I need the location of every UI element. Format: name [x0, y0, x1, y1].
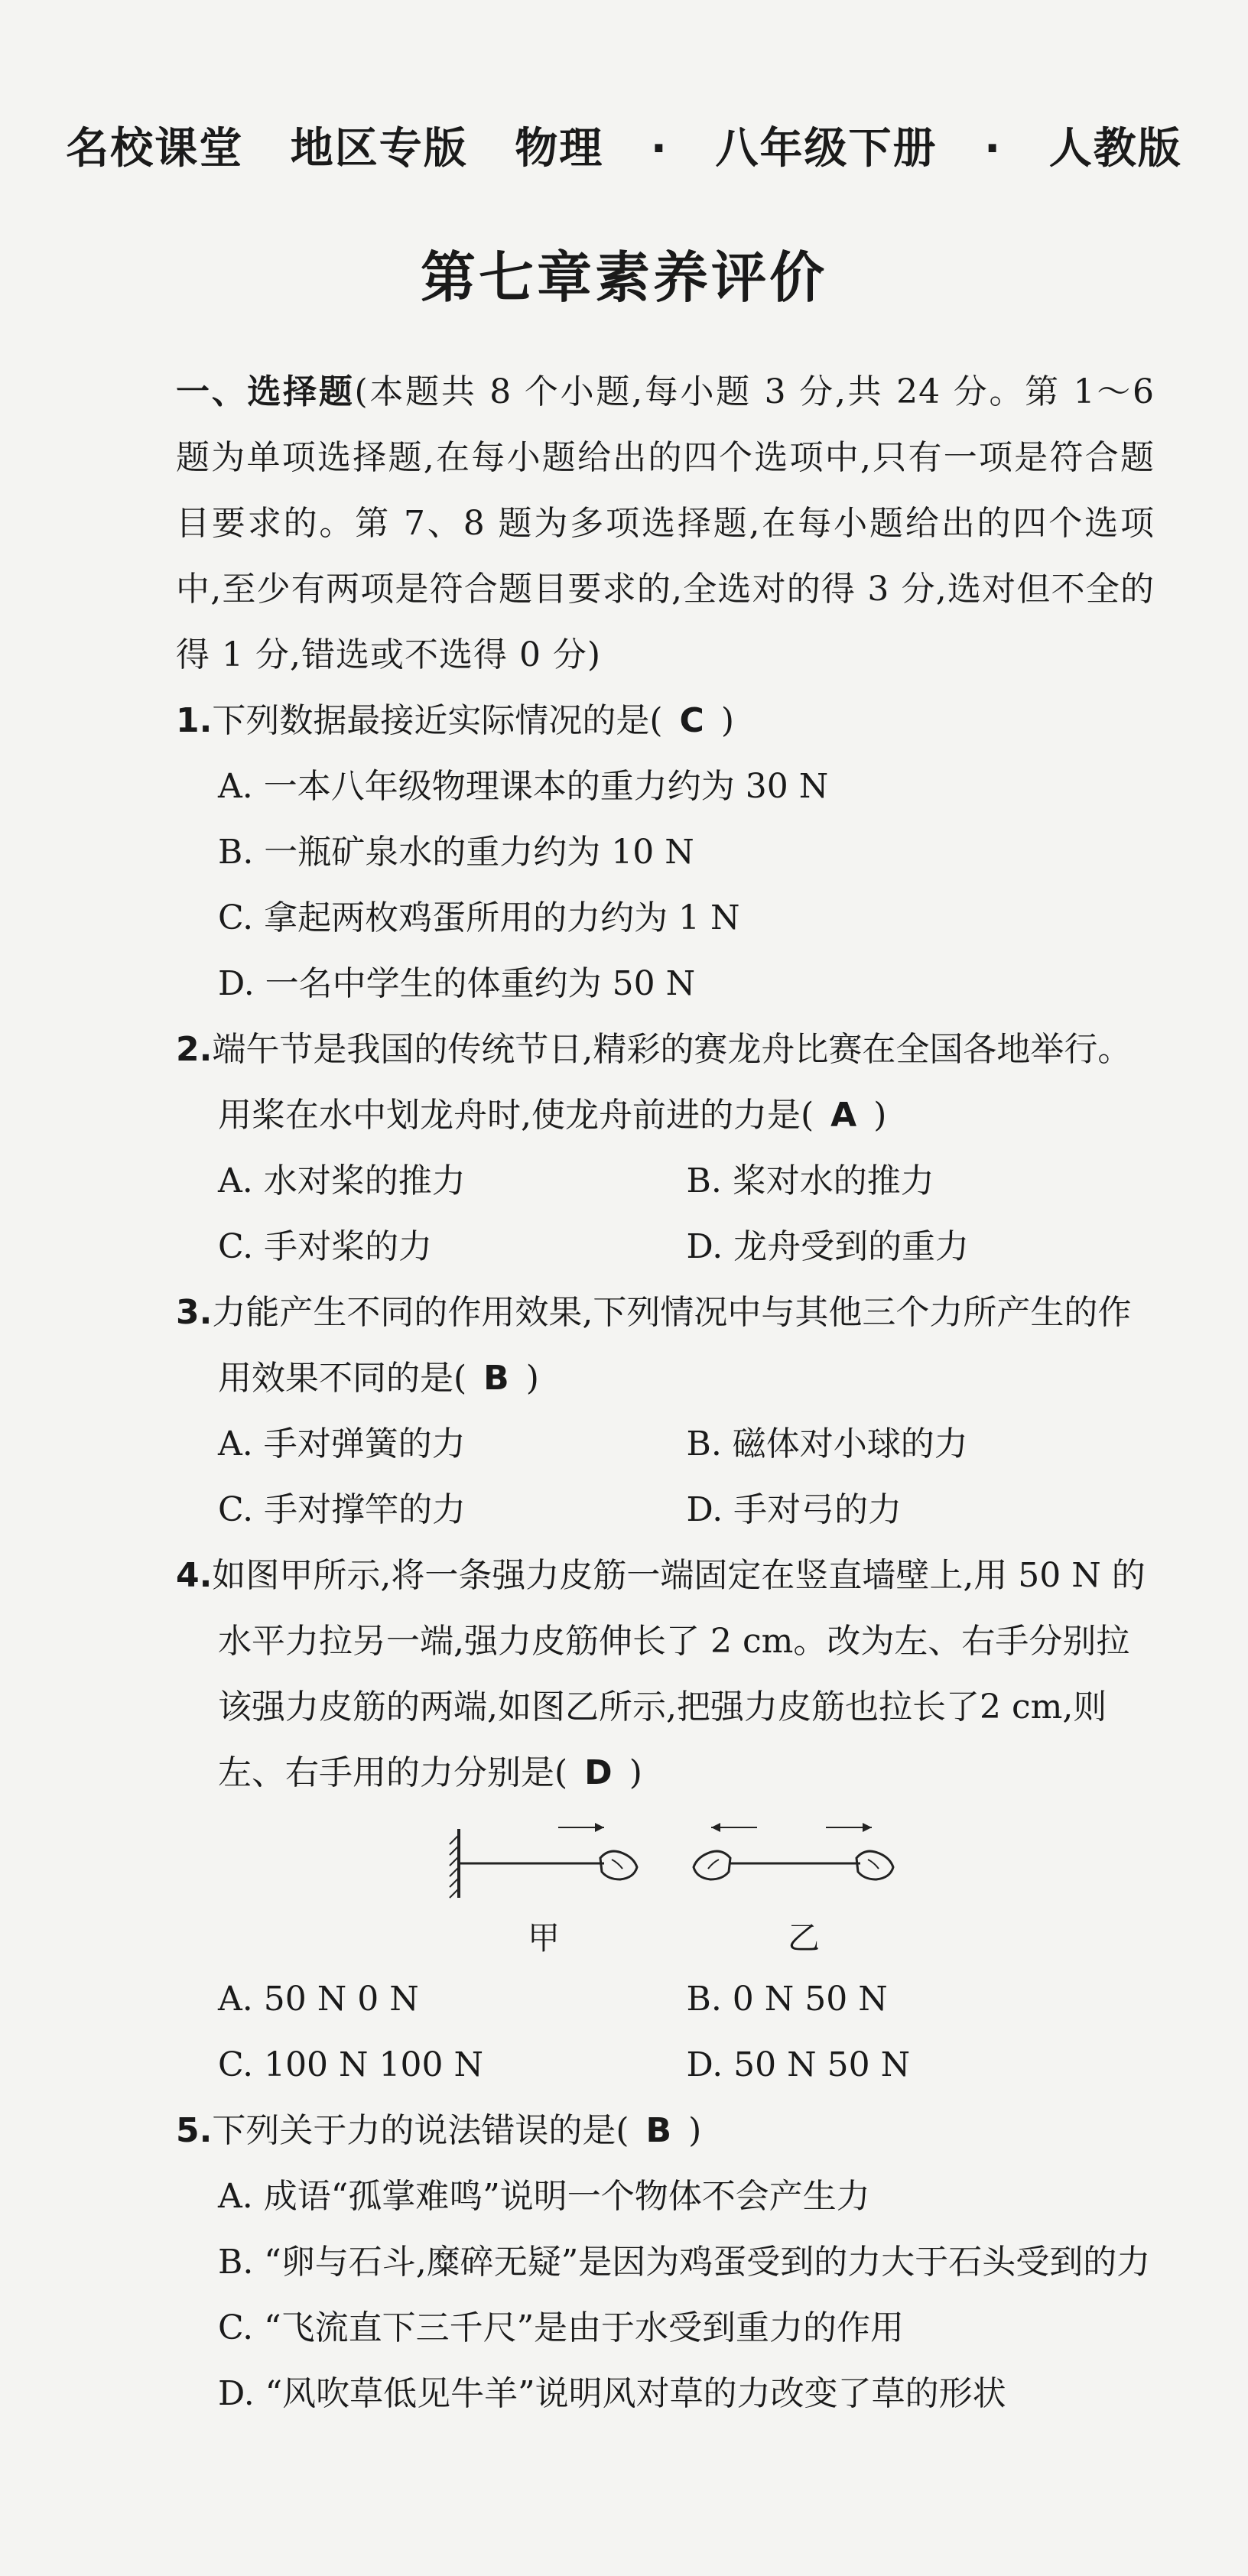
option-b: B. 桨对水的推力 — [686, 1161, 934, 1200]
section-instructions: (本题共 8 个小题,每小题 3 分,共 24 分。第 1～6 题为单项选择题,在每小题给出的四个选项中,只有一项是符合题目要求的。第 7、8 题为多项选择题,在每小题给出的四个选项中,至少有两项是符合题目要求的,全选对的得 3 分,选对但不全的得 1 分,错选或不选得 0 分) — [176, 372, 1155, 674]
option-b: B. “卵与石斗,糜碎无疑”是因为鸡蛋受到的力大于石头受到的力 — [218, 2243, 1151, 2282]
option-d: D. 50 N 50 N — [686, 2045, 911, 2084]
option-d: D. 手对弓的力 — [686, 1490, 902, 1529]
arrow-right-icon — [826, 1823, 872, 1832]
question-4 — [176, 1543, 1155, 2098]
hand-icon — [694, 1851, 730, 1879]
option-c: C. “飞流直下三千尺”是由于水受到重力的作用 — [218, 2308, 905, 2347]
question-stem — [176, 2098, 1155, 2164]
option-b: B. 一瓶矿泉水的重力约为 10 N — [218, 833, 694, 872]
arrow-right-icon — [558, 1823, 604, 1832]
question-text: 如图甲所示,将一条强力皮筋一端固定在竖直墙壁上,用 50 N 的水平力拉另一端,强力皮筋伸长了 2 cm。改为左、右手分别拉该强力皮筋的两端,如图乙所示,把强力皮筋也拉长了2 cm,则左、右手用的力分别是( — [212, 1556, 1146, 1792]
answer-mark: C — [679, 701, 704, 740]
question-text: 下列数据最接近实际情况的是( — [212, 701, 663, 740]
answer-mark: B — [483, 1359, 509, 1398]
option-c: C. 拿起两枚鸡蛋所用的力约为 1 N — [218, 898, 740, 937]
question-number: 1. — [176, 701, 213, 740]
option-b: B. 0 N 50 N — [686, 1980, 888, 2019]
options — [176, 1967, 1155, 2098]
option-row — [218, 1148, 1155, 1214]
page-title: 第七章素养评价 — [420, 245, 827, 310]
options — [176, 1411, 1155, 1543]
figure-label-jia: 甲 — [528, 1919, 561, 1957]
question-close: ) — [720, 701, 734, 740]
option-row — [218, 1967, 1155, 2032]
question-stem — [176, 1280, 1155, 1411]
question-text: 端午节是我国的传统节日,精彩的赛龙舟比赛在全国各地举行。用桨在水中划龙舟时,使龙舟前进的力是( — [212, 1030, 1132, 1135]
book-header: 名校课堂 地区专版 物理 · 八年级下册 · 人教版 — [66, 124, 1182, 174]
answer-mark: D — [584, 1753, 613, 1792]
question-number: 5. — [176, 2111, 213, 2150]
rubber-band-figure — [176, 1814, 1155, 1967]
options — [176, 1148, 1155, 1280]
options — [176, 754, 1155, 1017]
option-d: D. 龙舟受到的重力 — [686, 1227, 970, 1266]
answer-mark: A — [830, 1096, 857, 1135]
question-1 — [176, 688, 1155, 1017]
hand-icon — [856, 1851, 893, 1879]
option-c: C. 手对撑竿的力 — [218, 1490, 466, 1529]
option-c: C. 手对桨的力 — [218, 1227, 433, 1266]
question-3 — [176, 1280, 1155, 1543]
question-stem — [176, 1017, 1155, 1148]
option-a: A. 手对弹簧的力 — [218, 1424, 466, 1463]
option-a: A. 50 N 0 N — [218, 1980, 419, 2019]
hand-icon — [600, 1851, 637, 1879]
option-c: C. 100 N 100 N — [218, 2045, 483, 2084]
question-5 — [176, 2098, 1155, 2427]
figure-label-yi: 乙 — [788, 1919, 821, 1957]
option-d: D. 一名中学生的体重约为 50 N — [218, 964, 696, 1003]
question-close: ) — [873, 1096, 887, 1135]
answer-mark: B — [645, 2111, 672, 2150]
question-number: 3. — [176, 1293, 213, 1332]
option-row — [218, 1477, 1155, 1543]
question-text: 力能产生不同的作用效果,下列情况中与其他三个力所产生的作用效果不同的是( — [212, 1293, 1132, 1398]
question-stem — [176, 1543, 1155, 1806]
option-row — [218, 2032, 1155, 2098]
option-a: A. 成语“孤掌难鸣”说明一个物体不会产生力 — [218, 2177, 870, 2216]
section-intro — [176, 359, 1155, 688]
option-a: A. 一本八年级物理课本的重力约为 30 N — [218, 767, 829, 806]
question-text: 下列关于力的说法错误的是( — [212, 2111, 629, 2150]
question-stem — [176, 688, 1155, 754]
option-row — [218, 1214, 1155, 1280]
question-close: ) — [525, 1359, 539, 1398]
arrow-left-icon — [711, 1823, 757, 1832]
option-row — [218, 1411, 1155, 1477]
option-d: D. “风吹草低见牛羊”说明风对草的力改变了草的形状 — [218, 2374, 1006, 2413]
option-a: A. 水对桨的推力 — [218, 1161, 466, 1200]
content — [176, 359, 1155, 2427]
question-close: ) — [688, 2111, 702, 2150]
options — [176, 2164, 1155, 2427]
question-number: 4. — [176, 1556, 213, 1595]
wall-icon — [450, 1829, 459, 1898]
question-close: ) — [629, 1753, 642, 1792]
question-number: 2. — [176, 1030, 213, 1069]
option-b: B. 磁体对小球的力 — [686, 1424, 968, 1463]
section-heading: 一、选择题 — [176, 372, 355, 411]
question-2 — [176, 1017, 1155, 1280]
rubber-band-diagram — [428, 1814, 902, 1905]
